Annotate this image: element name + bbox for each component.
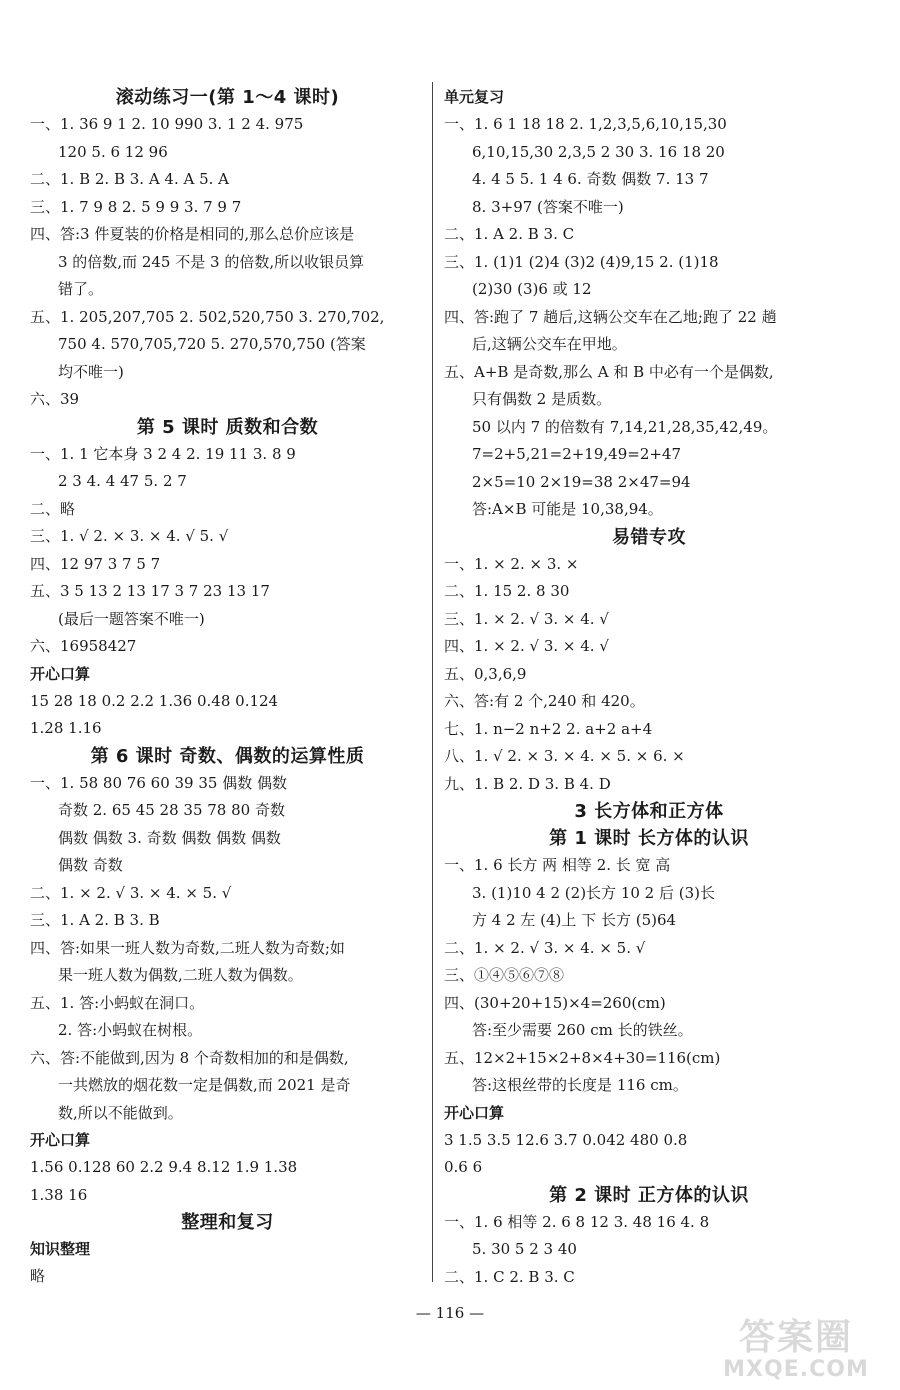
answer-line: 六、答:不能做到,因为 8 个奇数相加的和是偶数, <box>30 1048 349 1067</box>
answer-line: 1.38 16 <box>30 1185 88 1204</box>
answer-line: 只有偶数 2 是质数。 <box>472 390 612 408</box>
answer-line: 0.6 6 <box>444 1158 483 1176</box>
answer-line: 五、3 5 13 2 13 17 3 7 23 13 17 <box>30 582 270 600</box>
answer-line: 2. 答:小蚂蚁在树根。 <box>58 1021 203 1039</box>
right-column <box>444 84 854 1291</box>
answer-line: 三、1. A 2. B 3. B <box>30 911 160 929</box>
section-heading: 第 5 课时 质数和合数 <box>136 416 319 438</box>
watermark-logo <box>706 1318 886 1384</box>
answer-line: 二、1. C 2. B 3. C <box>444 1267 575 1286</box>
section-heading: 滚动练习一(第 1～4 课时) <box>115 87 340 108</box>
section-subheading: 单元复习 <box>444 88 505 106</box>
page-number: — 116 — <box>415 1304 485 1322</box>
answer-line: 二、1. 15 2. 8 30 <box>444 582 570 600</box>
answer-line: 3 的倍数,而 245 不是 3 的倍数,所以收银员算 <box>58 252 365 271</box>
answer-line: 一、1. 6 1 18 18 2. 1,2,3,5,6,10,15,30 <box>444 115 727 133</box>
answer-line: 50 以内 7 的倍数有 7,14,21,28,35,42,49。 <box>472 417 778 436</box>
answer-line: 四、答:跑了 7 趟后,这辆公交车在乙地;跑了 22 趟 <box>444 307 777 326</box>
answer-line: 五、0,3,6,9 <box>444 664 527 683</box>
answer-line: 七、1. n−2 n+2 2. a+2 a+4 <box>444 719 653 738</box>
answer-line: 750 4. 570,705,720 5. 270,570,750 (答案 <box>58 335 366 353</box>
answer-line: 二、1. B 2. B 3. A 4. A 5. A <box>30 170 230 188</box>
answer-line: 数,所以不能做到。 <box>58 1103 183 1122</box>
answer-line: 答:这根丝带的长度是 116 cm。 <box>472 1076 688 1094</box>
answer-line: 偶数 偶数 3. 奇数 偶数 偶数 偶数 <box>58 828 281 847</box>
section-heading: 整理和复习 <box>181 1212 274 1233</box>
answer-line: 120 5. 6 12 96 <box>58 142 168 161</box>
answer-line: 二、1. × 2. √ 3. × 4. × 5. √ <box>30 883 232 902</box>
answer-line: 三、①④⑤⑥⑦⑧ <box>444 966 565 984</box>
answer-line: 一共燃放的烟花数一定是偶数,而 2021 是奇 <box>58 1076 351 1094</box>
answer-line: 奇数 2. 65 45 28 35 78 80 奇数 <box>58 801 285 819</box>
answer-line: 一、1. 6 长方 两 相等 2. 长 宽 高 <box>444 856 671 874</box>
answer-line: (2)30 (3)6 或 12 <box>472 280 592 298</box>
section-subheading: 开心口算 <box>30 1131 91 1149</box>
answer-line: 一、1. 1 它本身 3 2 4 2. 19 11 3. 8 9 <box>30 444 296 463</box>
answer-line: 二、1. A 2. B 3. C <box>444 225 575 243</box>
answer-line: 一、1. 36 9 1 2. 10 990 3. 1 2 4. 975 <box>30 115 304 133</box>
answer-line: 2×5=10 2×19=38 2×47=94 <box>472 472 691 491</box>
section-heading: 3 长方体和正方体 <box>574 801 724 822</box>
answer-line: 六、39 <box>30 390 80 408</box>
section-heading: 第 2 课时 正方体的认识 <box>549 1184 749 1206</box>
answer-line: 3. (1)10 4 2 (2)长方 10 2 后 (3)长 <box>472 883 716 902</box>
answer-line: 五、1. 答:小蚂蚁在洞口。 <box>30 993 205 1012</box>
answer-line: 一、1. × 2. × 3. × <box>444 554 579 573</box>
answer-line: 一、1. 58 80 76 60 39 35 偶数 偶数 <box>30 773 287 792</box>
answer-line: 方 4 2 左 (4)上 下 长方 (5)64 <box>472 911 677 929</box>
answer-line: 15 28 18 0.2 2.2 1.36 0.48 0.124 <box>30 691 279 710</box>
answer-line: 三、1. (1)1 (2)4 (3)2 (4)9,15 2. (1)18 <box>444 252 719 271</box>
left-column <box>30 84 425 1291</box>
watermark-text-bottom: MXQE.COM <box>723 1357 869 1382</box>
section-subheading: 开心口算 <box>444 1103 505 1122</box>
answer-line: (最后一题答案不唯一) <box>58 609 205 628</box>
answer-line: 五、12×2+15×2+8×4+30=116(cm) <box>444 1048 721 1067</box>
answer-line: 四、答:如果一班人数为奇数,二班人数为奇数;如 <box>30 938 345 957</box>
answer-line: 四、12 97 3 7 5 7 <box>30 554 161 573</box>
answer-line: 1.28 1.16 <box>30 719 102 737</box>
answer-line: 九、1. B 2. D 3. B 4. D <box>444 774 611 793</box>
answer-line: 六、16958427 <box>30 637 137 655</box>
answer-line: 六、答:有 2 个,240 和 420。 <box>444 692 645 710</box>
answer-line: 7=2+5,21=2+19,49=2+47 <box>472 445 682 463</box>
answer-line: 一、1. 6 相等 2. 6 8 12 3. 48 16 4. 8 <box>444 1212 710 1231</box>
answer-line: 五、1. 205,207,705 2. 502,520,750 3. 270,702, <box>30 307 385 326</box>
answer-line: 均不唯一) <box>58 362 124 381</box>
answer-line: 8. 3+97 (答案不唯一) <box>472 197 624 216</box>
answer-line: 答:A×B 可能是 10,38,94。 <box>472 500 663 518</box>
answer-line: 三、1. √ 2. × 3. × 4. √ 5. √ <box>30 527 229 545</box>
section-heading: 第 1 课时 长方体的认识 <box>549 828 749 849</box>
answer-line: 2 3 4. 4 47 5. 2 7 <box>58 472 187 490</box>
answer-line: 四、(30+20+15)×4=260(cm) <box>444 993 666 1012</box>
answer-line: 果一班人数为偶数,二班人数为偶数。 <box>58 966 303 984</box>
answer-line: 四、1. × 2. √ 3. × 4. √ <box>444 637 609 655</box>
answer-line: 二、略 <box>30 499 76 518</box>
watermark-text-top: 答案圈 <box>738 1317 853 1358</box>
answer-line: 6,10,15,30 2,3,5 2 30 3. 16 18 20 <box>472 142 725 161</box>
section-heading: 第 6 课时 奇数、偶数的运算性质 <box>90 745 365 767</box>
section-subheading: 知识整理 <box>30 1240 91 1258</box>
section-subheading: 开心口算 <box>30 664 91 683</box>
answer-line: 3 1.5 3.5 12.6 3.7 0.042 480 0.8 <box>444 1130 688 1149</box>
answer-line: 错了。 <box>58 280 104 298</box>
answer-line: 二、1. × 2. √ 3. × 4. × 5. √ <box>444 938 646 957</box>
answer-line: 略 <box>30 1267 46 1285</box>
answer-line: 三、1. 7 9 8 2. 5 9 9 3. 7 9 7 <box>30 197 242 216</box>
section-heading: 易错专攻 <box>612 526 686 548</box>
answer-line: 偶数 奇数 <box>58 856 123 874</box>
answer-line: 五、A+B 是奇数,那么 A 和 B 中必有一个是偶数, <box>444 362 774 381</box>
answer-line: 答:至少需要 260 cm 长的铁丝。 <box>472 1021 693 1039</box>
answer-line: 4. 4 5 5. 1 4 6. 奇数 偶数 7. 13 7 <box>472 170 709 188</box>
answer-line: 后,这辆公交车在甲地。 <box>472 335 627 353</box>
answer-line: 三、1. × 2. √ 3. × 4. √ <box>444 609 609 628</box>
answer-line: 八、1. √ 2. × 3. × 4. × 5. × 6. × <box>444 747 685 765</box>
answer-line: 5. 30 5 2 3 40 <box>472 1240 577 1258</box>
column-divider <box>432 82 433 1282</box>
answer-line: 四、答:3 件夏装的价格是相同的,那么总价应该是 <box>30 225 355 243</box>
answer-line: 1.56 0.128 60 2.2 9.4 8.12 1.9 1.38 <box>30 1158 298 1176</box>
